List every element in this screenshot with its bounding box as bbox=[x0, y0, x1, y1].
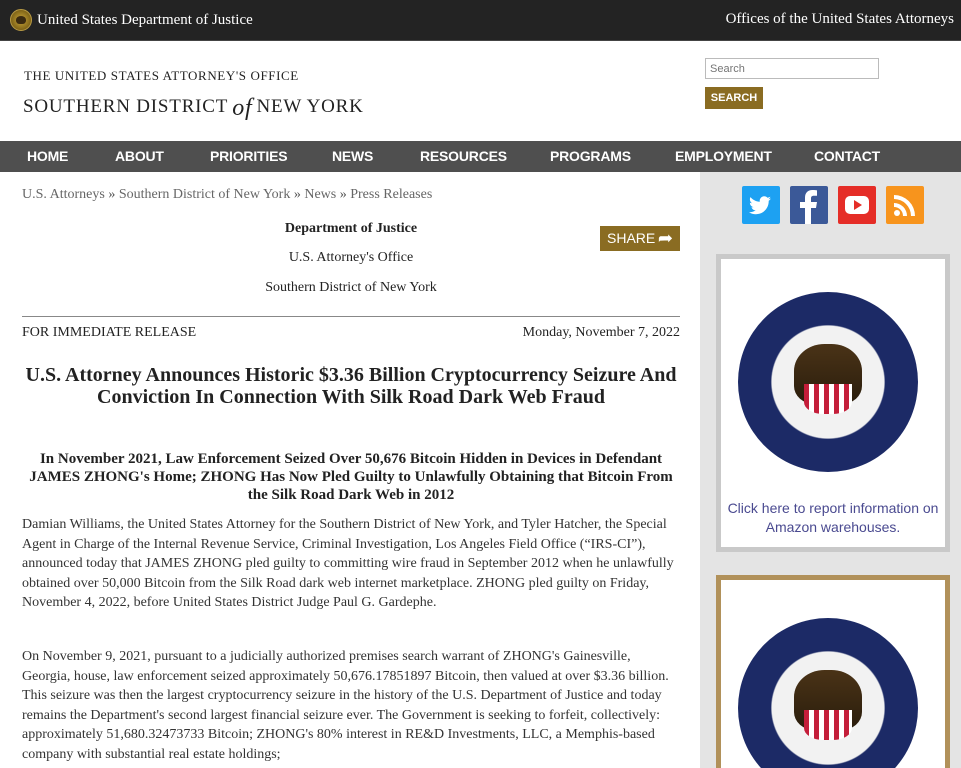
doj-link[interactable]: United States Department of Justice bbox=[37, 12, 253, 28]
nav-news[interactable]: NEWS bbox=[332, 148, 374, 164]
district-name: Southern District of New York bbox=[265, 280, 437, 295]
top-bar bbox=[0, 0, 961, 41]
press-subtitle: In November 2021, Law Enforcement Seized Over 50,676 Bitcoin Hidden in Devices in Defendant JAMES ZHONG's Home; ZHONG Has Now Pled Guilty to Unlawfully Obtaining that Bitcoin From the Silk Road Dark Web in 2012 bbox=[29, 451, 673, 503]
doj-seal-icon bbox=[738, 618, 918, 768]
nav-home[interactable]: HOME bbox=[27, 148, 69, 164]
breadcrumb-sep: » bbox=[290, 187, 305, 202]
search-button[interactable]: SEARCH bbox=[705, 87, 763, 109]
nav-programs[interactable]: PROGRAMS bbox=[550, 148, 631, 164]
office-title[interactable]: THE UNITED STATES ATTORNEY'S OFFICE bbox=[24, 68, 299, 83]
nav-priorities[interactable]: PRIORITIES bbox=[210, 148, 288, 164]
breadcrumb-press-releases[interactable]: Press Releases bbox=[350, 187, 433, 202]
breadcrumb-news[interactable]: News bbox=[304, 187, 337, 202]
twitter-icon[interactable] bbox=[742, 186, 780, 224]
youtube-icon[interactable] bbox=[838, 186, 876, 224]
nav-about[interactable]: ABOUT bbox=[115, 148, 164, 164]
divider bbox=[22, 316, 680, 317]
rss-icon[interactable] bbox=[886, 186, 924, 224]
nav-employment[interactable]: EMPLOYMENT bbox=[675, 148, 772, 164]
doj-seal-icon bbox=[738, 292, 918, 472]
body-paragraph-1: Damian Williams, the United States Attorney for the Southern District of New York, and Tyler Hatcher, the Special Agent in Charge of the Internal Revenue Service, Criminal Investigation, Los Angeles Field Office (“IRS-CI”), announced today that JAMES ZHONG pled guilty to committing wire fraud in September 2012 when he unlawfully obtained over 50,000 Bitcoin from the Silk Road dark web internet marketplace. ZHONG pled guilty on Friday, November 4, 2022, before United States District Judge Paul G. Gardephe. bbox=[22, 517, 674, 611]
breadcrumb-sdny[interactable]: Southern District of New York bbox=[118, 187, 291, 202]
nav-contact[interactable]: CONTACT bbox=[814, 148, 880, 164]
district-name-b: NEW YORK bbox=[256, 96, 364, 117]
district-of: of bbox=[232, 95, 253, 121]
share-button[interactable] bbox=[600, 226, 680, 251]
nav-resources[interactable]: RESOURCES bbox=[420, 148, 507, 164]
main-nav bbox=[0, 141, 961, 172]
body-paragraph-2: On November 9, 2021, pursuant to a judicially authorized premises search warrant of ZHONG's Gainesville, Georgia, house, law enforcement seized approximately 50,676.17851897 Bitcoin, then valued at over $3.36 billion. This seizure was then the largest cryptocurrency seizure in the history of the U.S. Department of Justice and today remains the Department's second largest financial seizure ever. The Government is seeking to forfeit, collectively: approximately 51,680.32473733 Bitcoin; ZHONG's 80% interest in RE&D Investments, LLC, a Memphis-based company with substantial real estate holdings; bbox=[22, 649, 669, 762]
amazon-report-link[interactable]: Click here to report information on Amazon warehouses. bbox=[727, 500, 939, 535]
dept-name: Department of Justice bbox=[284, 221, 418, 236]
district-name-a: SOUTHERN DISTRICT bbox=[23, 96, 229, 117]
breadcrumb bbox=[22, 187, 432, 203]
press-title: U.S. Attorney Announces Historic $3.36 Billion Cryptocurrency Seizure And Conviction In Connection With Silk Road Dark Web Fraud bbox=[25, 364, 677, 408]
share-arrow-icon: ➦ bbox=[657, 228, 673, 248]
offices-link[interactable]: Offices of the United States Attorneys bbox=[725, 11, 954, 27]
district-title[interactable] bbox=[23, 92, 364, 119]
doj-seal-icon[interactable] bbox=[10, 9, 32, 31]
breadcrumb-sep: » bbox=[336, 187, 351, 202]
amazon-report-card[interactable] bbox=[716, 254, 950, 552]
breadcrumb-sep: » bbox=[104, 187, 119, 202]
release-label: FOR IMMEDIATE RELEASE bbox=[22, 325, 197, 340]
facebook-icon[interactable] bbox=[790, 186, 828, 224]
breadcrumb-us-attorneys[interactable]: U.S. Attorneys bbox=[22, 187, 105, 202]
search-input[interactable] bbox=[705, 58, 879, 79]
office-name: U.S. Attorney's Office bbox=[288, 250, 414, 265]
sidebar-card-2[interactable] bbox=[716, 575, 950, 768]
release-date: Monday, November 7, 2022 bbox=[522, 325, 680, 340]
share-label: SHARE bbox=[607, 230, 656, 246]
